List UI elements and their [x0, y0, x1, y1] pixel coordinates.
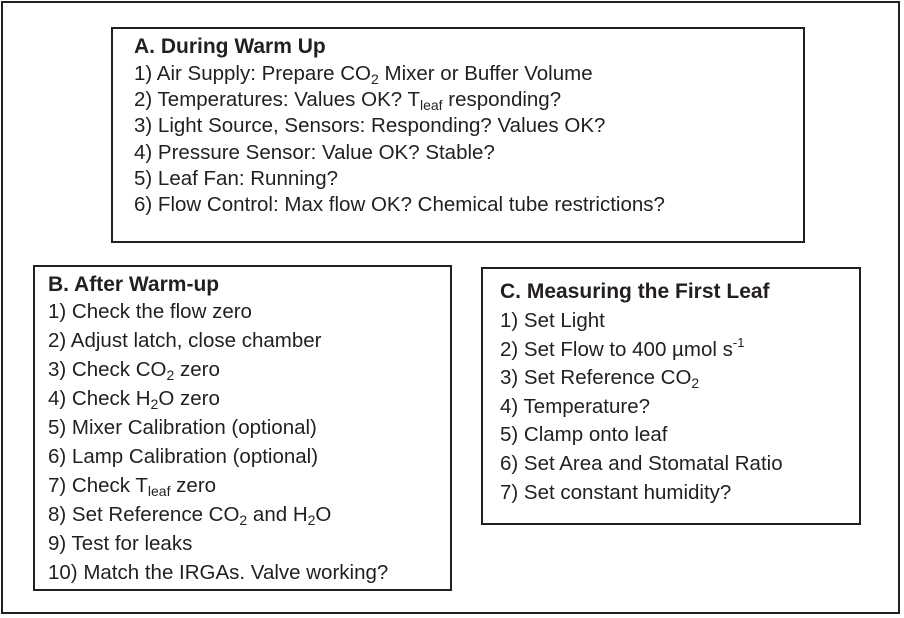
item-text: 6) Set Area and Stomatal Ratio — [500, 451, 783, 475]
item-text: 3) Light Source, Sensors: Responding? Values OK? — [134, 114, 606, 138]
item-text: zero — [170, 474, 217, 497]
item-text: O — [315, 503, 332, 526]
item-text: 3) Check CO — [48, 358, 167, 381]
item-text: 2) Set Flow to 400 µmol s — [500, 337, 733, 361]
subscript-text: 2 — [691, 375, 700, 392]
section-b-item — [48, 529, 450, 558]
item-text: 7) Set constant humidity? — [500, 480, 732, 504]
section-b-list — [48, 297, 450, 587]
section-c-title: C. Measuring the First Leaf — [500, 280, 770, 303]
section-b-item — [48, 471, 450, 500]
section-c-box — [481, 267, 861, 525]
section-b-item — [48, 413, 450, 442]
section-a-item — [134, 141, 803, 167]
section-a-item — [134, 62, 803, 88]
item-text: 9) Test for leaks — [48, 532, 193, 555]
item-text: 1) Set Light — [500, 309, 605, 332]
section-a-box — [111, 27, 805, 243]
subscript-text: 2 — [239, 512, 248, 528]
subscript-text: leaf — [420, 97, 443, 114]
superscript-text: -1 — [732, 334, 745, 350]
item-text: 8) Set Reference CO — [48, 503, 240, 526]
item-text: 5) Mixer Calibration (optional) — [48, 416, 317, 439]
item-text: 4) Temperature? — [500, 394, 651, 418]
subscript-text: 2 — [150, 396, 159, 412]
section-b-item — [48, 500, 450, 529]
section-b-item — [48, 442, 450, 471]
section-a-item — [134, 114, 803, 140]
item-text: Mixer or Buffer Volume — [378, 62, 593, 85]
section-b-item — [48, 384, 450, 413]
item-text: 2) Adjust latch, close chamber — [48, 329, 322, 352]
section-c-item — [500, 336, 859, 365]
section-c-item — [500, 450, 859, 479]
item-text: 5) Clamp onto leaf — [500, 423, 668, 447]
section-c-item — [500, 479, 859, 508]
item-text: and H — [247, 503, 308, 526]
section-b-item — [48, 326, 450, 355]
section-b-item — [48, 558, 450, 587]
section-c-item — [500, 421, 859, 450]
item-text: 4) Check H — [48, 387, 151, 410]
item-text: 6) Flow Control: Max flow OK? Chemical tube restrictions? — [134, 192, 665, 216]
item-text: 5) Leaf Fan: Running? — [134, 166, 338, 190]
item-text: 10) Match the IRGAs. Valve working? — [48, 561, 389, 584]
section-c-list — [500, 307, 859, 507]
item-text: 1) Air Supply: Prepare CO — [134, 62, 371, 85]
section-a-item — [134, 193, 803, 219]
section-a-item — [134, 88, 803, 114]
section-c-item — [500, 393, 859, 422]
subscript-text: 2 — [307, 512, 316, 528]
section-b-item — [48, 355, 450, 384]
subscript-text: 2 — [166, 367, 175, 383]
item-text: responding? — [442, 88, 562, 112]
item-text: 3) Set Reference CO — [500, 366, 692, 390]
item-text: 1) Check the flow zero — [48, 300, 252, 323]
subscript-text: 2 — [371, 71, 379, 87]
section-b-item — [48, 297, 450, 326]
item-text: 2) Temperatures: Values OK? T — [134, 88, 420, 112]
section-a-list — [134, 62, 803, 219]
item-text: 4) Pressure Sensor: Value OK? Stable? — [134, 140, 495, 164]
section-a-title: A. During Warm Up — [134, 35, 326, 58]
section-c-item — [500, 307, 859, 336]
item-text: zero — [174, 358, 220, 381]
item-text: 7) Check T — [48, 474, 148, 497]
section-b-title: B. After Warm-up — [48, 273, 220, 296]
section-b-box — [33, 265, 452, 591]
section-a-item — [134, 167, 803, 193]
section-c-item — [500, 364, 859, 393]
item-text: 6) Lamp Calibration (optional) — [48, 445, 319, 468]
item-text: O zero — [158, 387, 220, 410]
subscript-text: leaf — [147, 483, 171, 499]
